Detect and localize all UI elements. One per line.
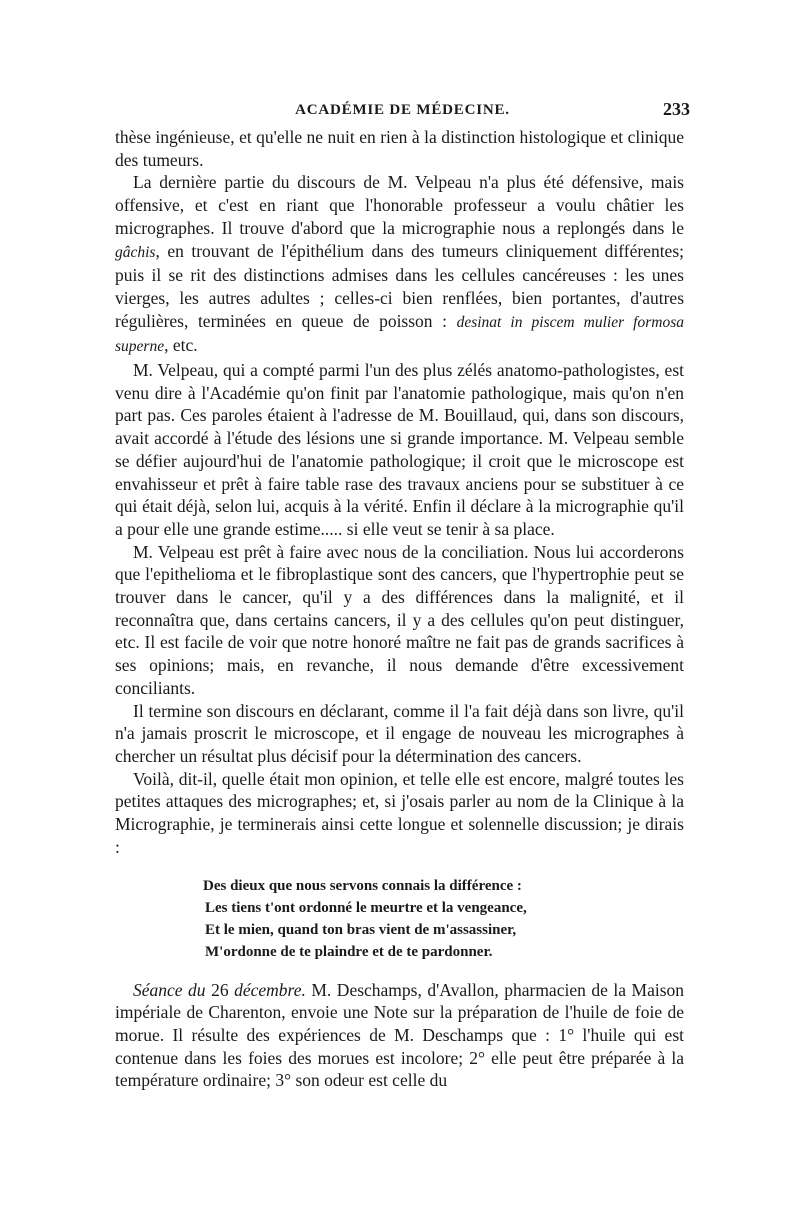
running-header: [115, 99, 690, 126]
paragraph-conciliation: M. Velpeau est prêt à faire avec nous de la conciliation. Nous lui accorderons que l'epithelioma et le fibroplastique sont des cancers, que l'hypertrophie peut se trouver dans le cancer, qu'il y a des différences dans la malignité, et il reconnaîtra que, dans certains cancers, il y a des cellules qu'on peut distinguer, etc. Il est facile de voir que notre honoré maître ne fait pas de grands sacrifices à ses opinions; mais, en revanche, il nous demande d'être excessivement conciliants.: [115, 541, 684, 698]
latin-quote: desinat in piscem mulier formosa superne: [115, 313, 685, 356]
body-text: [115, 126, 684, 1092]
paragraph-velpeau-offensive: [115, 171, 684, 359]
paragraph-text: , etc.: [164, 335, 198, 356]
seance-month: décembre.: [234, 979, 306, 1000]
paragraph-opinion: Voilà, dit-il, quelle était mon opinion, et telle elle est encore, malgré toutes les petites attaques des micrographes; et, si j'osais parler au nom de la Clinique à la Micrographie, je terminerais ainsi cette longue et solennelle discussion; je dirais :: [115, 768, 684, 857]
seance-date-number: 26: [211, 979, 229, 1000]
verse-line: M'ordonne de te plaindre et de te pardonner.: [205, 943, 493, 960]
paragraph-text: , en trouvant de l'épithélium dans des tumeurs cliniquement différentes; puis il se rit des distinctions admises dans les cellules cancéreuses : les unes vierges, les autres adultes ; celles-ci bien renflées, bien portantes, d'autres régulières, terminées en queue de poisson :: [115, 240, 684, 331]
page-number: 233: [663, 99, 690, 119]
italic-term-gachis: gâchis: [115, 243, 156, 261]
paragraph-seance: [115, 979, 684, 1093]
header-title: ACADÉMIE DE MÉDECINE.: [295, 102, 510, 118]
seance-text: M. Deschamps, d'Avallon, pharmacien de la Maison impériale de Charenton, envoie une Note sur la préparation de l'huile de foie de morue. Il résulte des expériences de M. Deschamps que : 1° l'huile qui est contenue dans les foies des morues est incolore; 2° elle peut être préparée à la température ordinaire; 3° son odeur est celle du: [115, 979, 685, 1091]
verse-quotation: [203, 875, 684, 963]
seance-label: Séance du: [133, 979, 206, 1000]
verse-line: Des dieux que nous servons connais la différence :: [203, 877, 522, 894]
paragraph-microscope: Il termine son discours en déclarant, comme il l'a fait déjà dans son livre, qu'il n'a jamais proscrit le microscope, et il engage de nouveau les micrographes à chercher un résultat plus décisif pour la détermination des cancers.: [115, 700, 684, 766]
paragraph-continuation: thèse ingénieuse, et qu'elle ne nuit en rien à la distinction histologique et clinique des tumeurs.: [115, 127, 684, 170]
verse-line: Les tiens t'ont ordonné le meurtre et la vengeance,: [205, 899, 527, 916]
paragraph-anatomo-pathology: M. Velpeau, qui a compté parmi l'un des plus zélés anatomo-pathologistes, est venu dire à l'Académie qu'on finit par l'anatomie pathologique, mais qu'on n'en part pas. Ces paroles étaient à l'adresse de M. Bouillaud, qui, dans son discours, avait accordé à l'étude des lésions une si grande importance. M. Velpeau semble se défier aujourd'hui de l'anatomie pathologique; il croit que le microscope est envahisseur et prêt à faire table rase des travaux anciens pour se substituer à ce qui était déjà, selon lui, acquis à la vérité. Enfin il déclare à la micrographie qu'il a pour elle une grande estime..... si elle veut se tenir à sa place.: [115, 360, 684, 539]
verse-line: Et le mien, quand ton bras vient de m'assassiner,: [205, 921, 517, 938]
paragraph-text: La dernière partie du discours de M. Velpeau n'a plus été défensive, mais offensive, et c'est en riant que l'honorable professeur a voulu châtier les micrographes. Il trouve d'abord que la micrographie nous a replongés dans le: [115, 172, 684, 238]
